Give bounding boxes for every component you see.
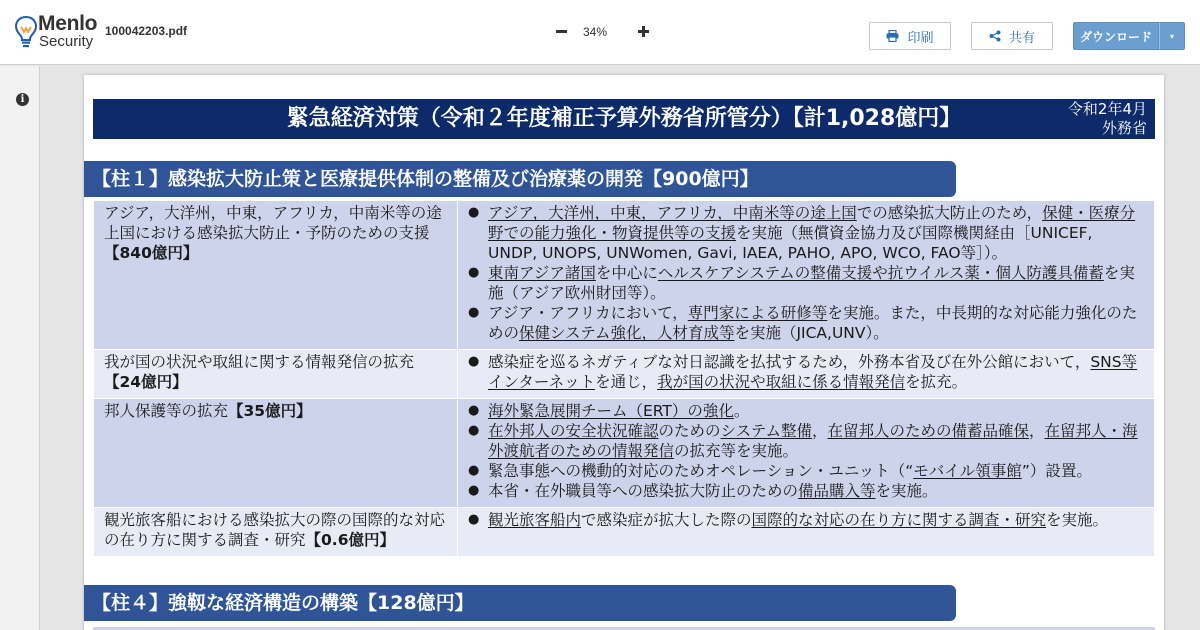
underlined-text: 在留邦人・海外渡航者のための情報発信 [488,422,1138,460]
measure-title: アジア，大洋州，中東，アフリカ，中南米等の途上国における感染拡大防止・予防のための支援 [104,204,442,242]
lightbulb-icon [14,15,38,49]
list-item [468,263,1146,303]
underlined-text: モバイル領事館 [913,462,1022,480]
logo-text-security: Security [39,33,94,50]
underlined-text: 保健システム強化，人材育成等 [519,324,735,342]
underlined-text: ヘルスケアシステムの整備支援や抗ウイルス薬・個人防護具備蓄 [657,264,1104,282]
underlined-text: 保健・医療分野での能力強化・物資提供等の支援 [488,204,1136,242]
logo-text-menlo: Menlo [38,12,98,35]
date-line: 令和2年4月 [1067,100,1147,118]
text: 感染症を巡るネガティブな対日認識を払拭するため，外務本省及び在外公館において， [488,353,1091,371]
measure-amount: 【35億円】 [228,402,312,420]
download-menu-button[interactable] [1159,22,1185,50]
pillar-1-heading: 【柱１】感染拡大防止策と医療提供体制の整備及び治療薬の開発【900億円】 [84,161,956,197]
underlined-text: 専門家による研修等 [687,304,828,322]
share-label: 共有 [1008,30,1035,46]
list-item [468,510,1146,530]
measure-details [458,508,1155,557]
list-item [468,401,1146,421]
text: を実施（無償資金協力及び国際機関経由［UNICEF, UNDP, UNOPS, UNWomen, Gavi, IAEA, PAHO, APO, WCO, FAO等］）。 [488,224,1093,262]
measure-details [458,201,1155,350]
underlined-text: 在留邦人のための備蓄品確保 [827,422,1030,440]
download-button[interactable]: ダウンロード [1073,22,1159,50]
table-row [94,399,1155,508]
text: を実施。また，中長期的な対応能力強化のための [488,304,1138,342]
pillar-4-heading: 【柱４】強靱な経済構造の構築【128億円】 [84,585,956,621]
text: を通じ， [595,373,658,391]
text: を実施（JICA,UNV）。 [734,324,889,342]
text: の拡充等を実施。 [674,442,799,460]
menlo-logo [14,13,98,53]
text: ”）設置。 [1021,462,1092,480]
measure-title: 観光旅客船における感染拡大の際の国際的な対応の在り方に関する調査・研究 [104,511,446,549]
caret-down-icon: ▾ [1169,31,1174,41]
text: を実施。 [1046,511,1109,529]
document-title: 緊急経済対策（令和２年度補正予算外務省所管分）【計1,028億円】 [286,106,962,131]
underlined-text: 国際的な対応の在り方に関する調査・研究 [751,511,1047,529]
list-item [468,461,1146,481]
text: を中心に [595,264,658,282]
text: での感染拡大防止のため， [856,204,1043,222]
text: ， [811,422,828,440]
text: 緊急事態への機動的対応のためオペレーション・ユニット（“ [488,462,914,480]
document-date [1068,100,1147,138]
measure-label [94,508,458,557]
text: アジア・アフリカにおいて， [488,304,688,322]
text: を実施（アジア欧州財団等）。 [488,264,1135,302]
list-item [468,352,1146,392]
file-name: 100042203.pdf [105,24,188,38]
text: を拡充。 [905,373,968,391]
zoom-level: 34% [583,25,608,39]
document-header [93,99,1155,139]
measure-title: 我が国の状況や取組に関する情報発信の拡充 [104,353,415,371]
text: ， [1029,422,1045,440]
measure-details [458,399,1155,508]
text: のための [658,422,721,440]
measure-label [94,399,458,508]
underlined-text: システム整備 [720,422,812,440]
pdf-page [84,75,1164,630]
measure-label [94,350,458,399]
list-item [468,203,1146,263]
text: で感染症が拡大した際の [581,511,752,529]
table-row [94,350,1155,399]
print-button[interactable] [869,22,951,50]
text: 本省・在外職員等への感染拡大防止のための [488,482,799,500]
underlined-text: 備品購入等 [798,482,876,500]
ministry-line: 外務省 [1101,119,1147,137]
measure-amount: 【840億円】 [104,244,199,262]
underlined-text: SNS等インターネット [488,353,1138,391]
toolbar [0,0,1200,65]
underlined-text: 我が国の状況や取組に係る情報発信 [657,373,906,391]
measure-label [94,201,458,350]
underlined-text: 在外邦人の安全状況確認 [488,422,659,440]
underlined-text: 東南アジア諸国 [488,264,596,282]
list-item [468,303,1146,343]
printer-icon [886,30,899,42]
share-icon [989,30,1001,42]
zoom-in-button[interactable] [633,20,655,42]
measure-title: 邦人保護等の拡充 [104,402,229,420]
measure-details [458,350,1155,399]
list-item [468,421,1146,461]
underlined-text: 観光旅客船内 [488,511,582,529]
minus-icon [556,30,567,33]
underlined-text: 海外緊急展開チーム（ERT）の強化 [488,402,734,420]
print-label: 印刷 [907,30,934,46]
text: を実施。 [875,482,938,500]
measure-amount: 【0.6億円】 [305,531,395,549]
table-row [94,201,1155,350]
zoom-out-button[interactable] [550,20,572,42]
info-icon[interactable]: i [16,93,29,106]
sidebar [0,66,40,630]
list-item [468,481,1146,501]
table-row [94,508,1155,557]
measures-table [93,200,1155,557]
share-button[interactable] [971,22,1053,50]
text: 。 [733,402,750,420]
underlined-text: アジア，大洋州，中東，アフリカ，中南米等の途上国 [488,204,857,222]
measure-amount: 【24億円】 [104,373,188,391]
